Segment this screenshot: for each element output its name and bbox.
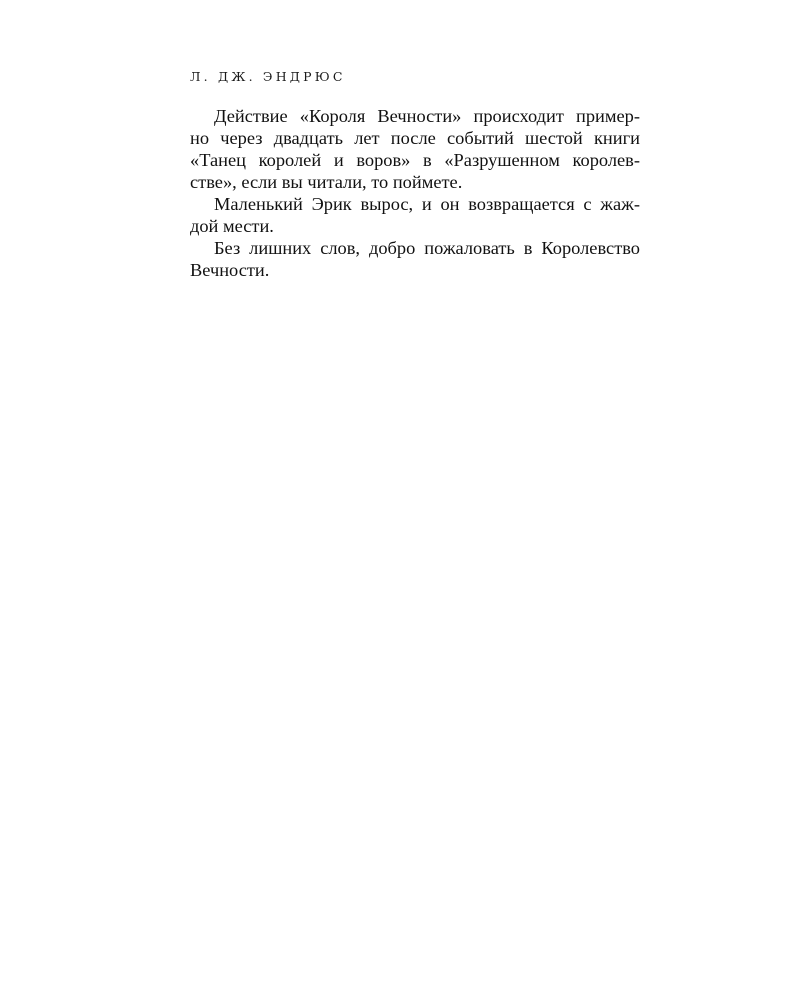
- text-line: но через двадцать лет после событий шестой книги: [190, 128, 640, 148]
- text-line: дой мести.: [190, 216, 274, 236]
- running-head: Л. ДЖ. ЭНДРЮС: [190, 69, 346, 84]
- text-line: Без лишних слов, добро пожаловать в Королевство: [214, 238, 640, 258]
- body-text: [190, 105, 640, 281]
- text-line: Вечности.: [190, 260, 270, 280]
- text-line: «Танец королей и воров» в «Разрушенном королев-: [190, 150, 640, 170]
- text-line: Действие «Короля Вечности» происходит пример-: [214, 106, 640, 126]
- text-line: Маленький Эрик вырос, и он возвращается с жаж-: [214, 194, 640, 214]
- text-line: стве», если вы читали, то поймете.: [190, 172, 463, 192]
